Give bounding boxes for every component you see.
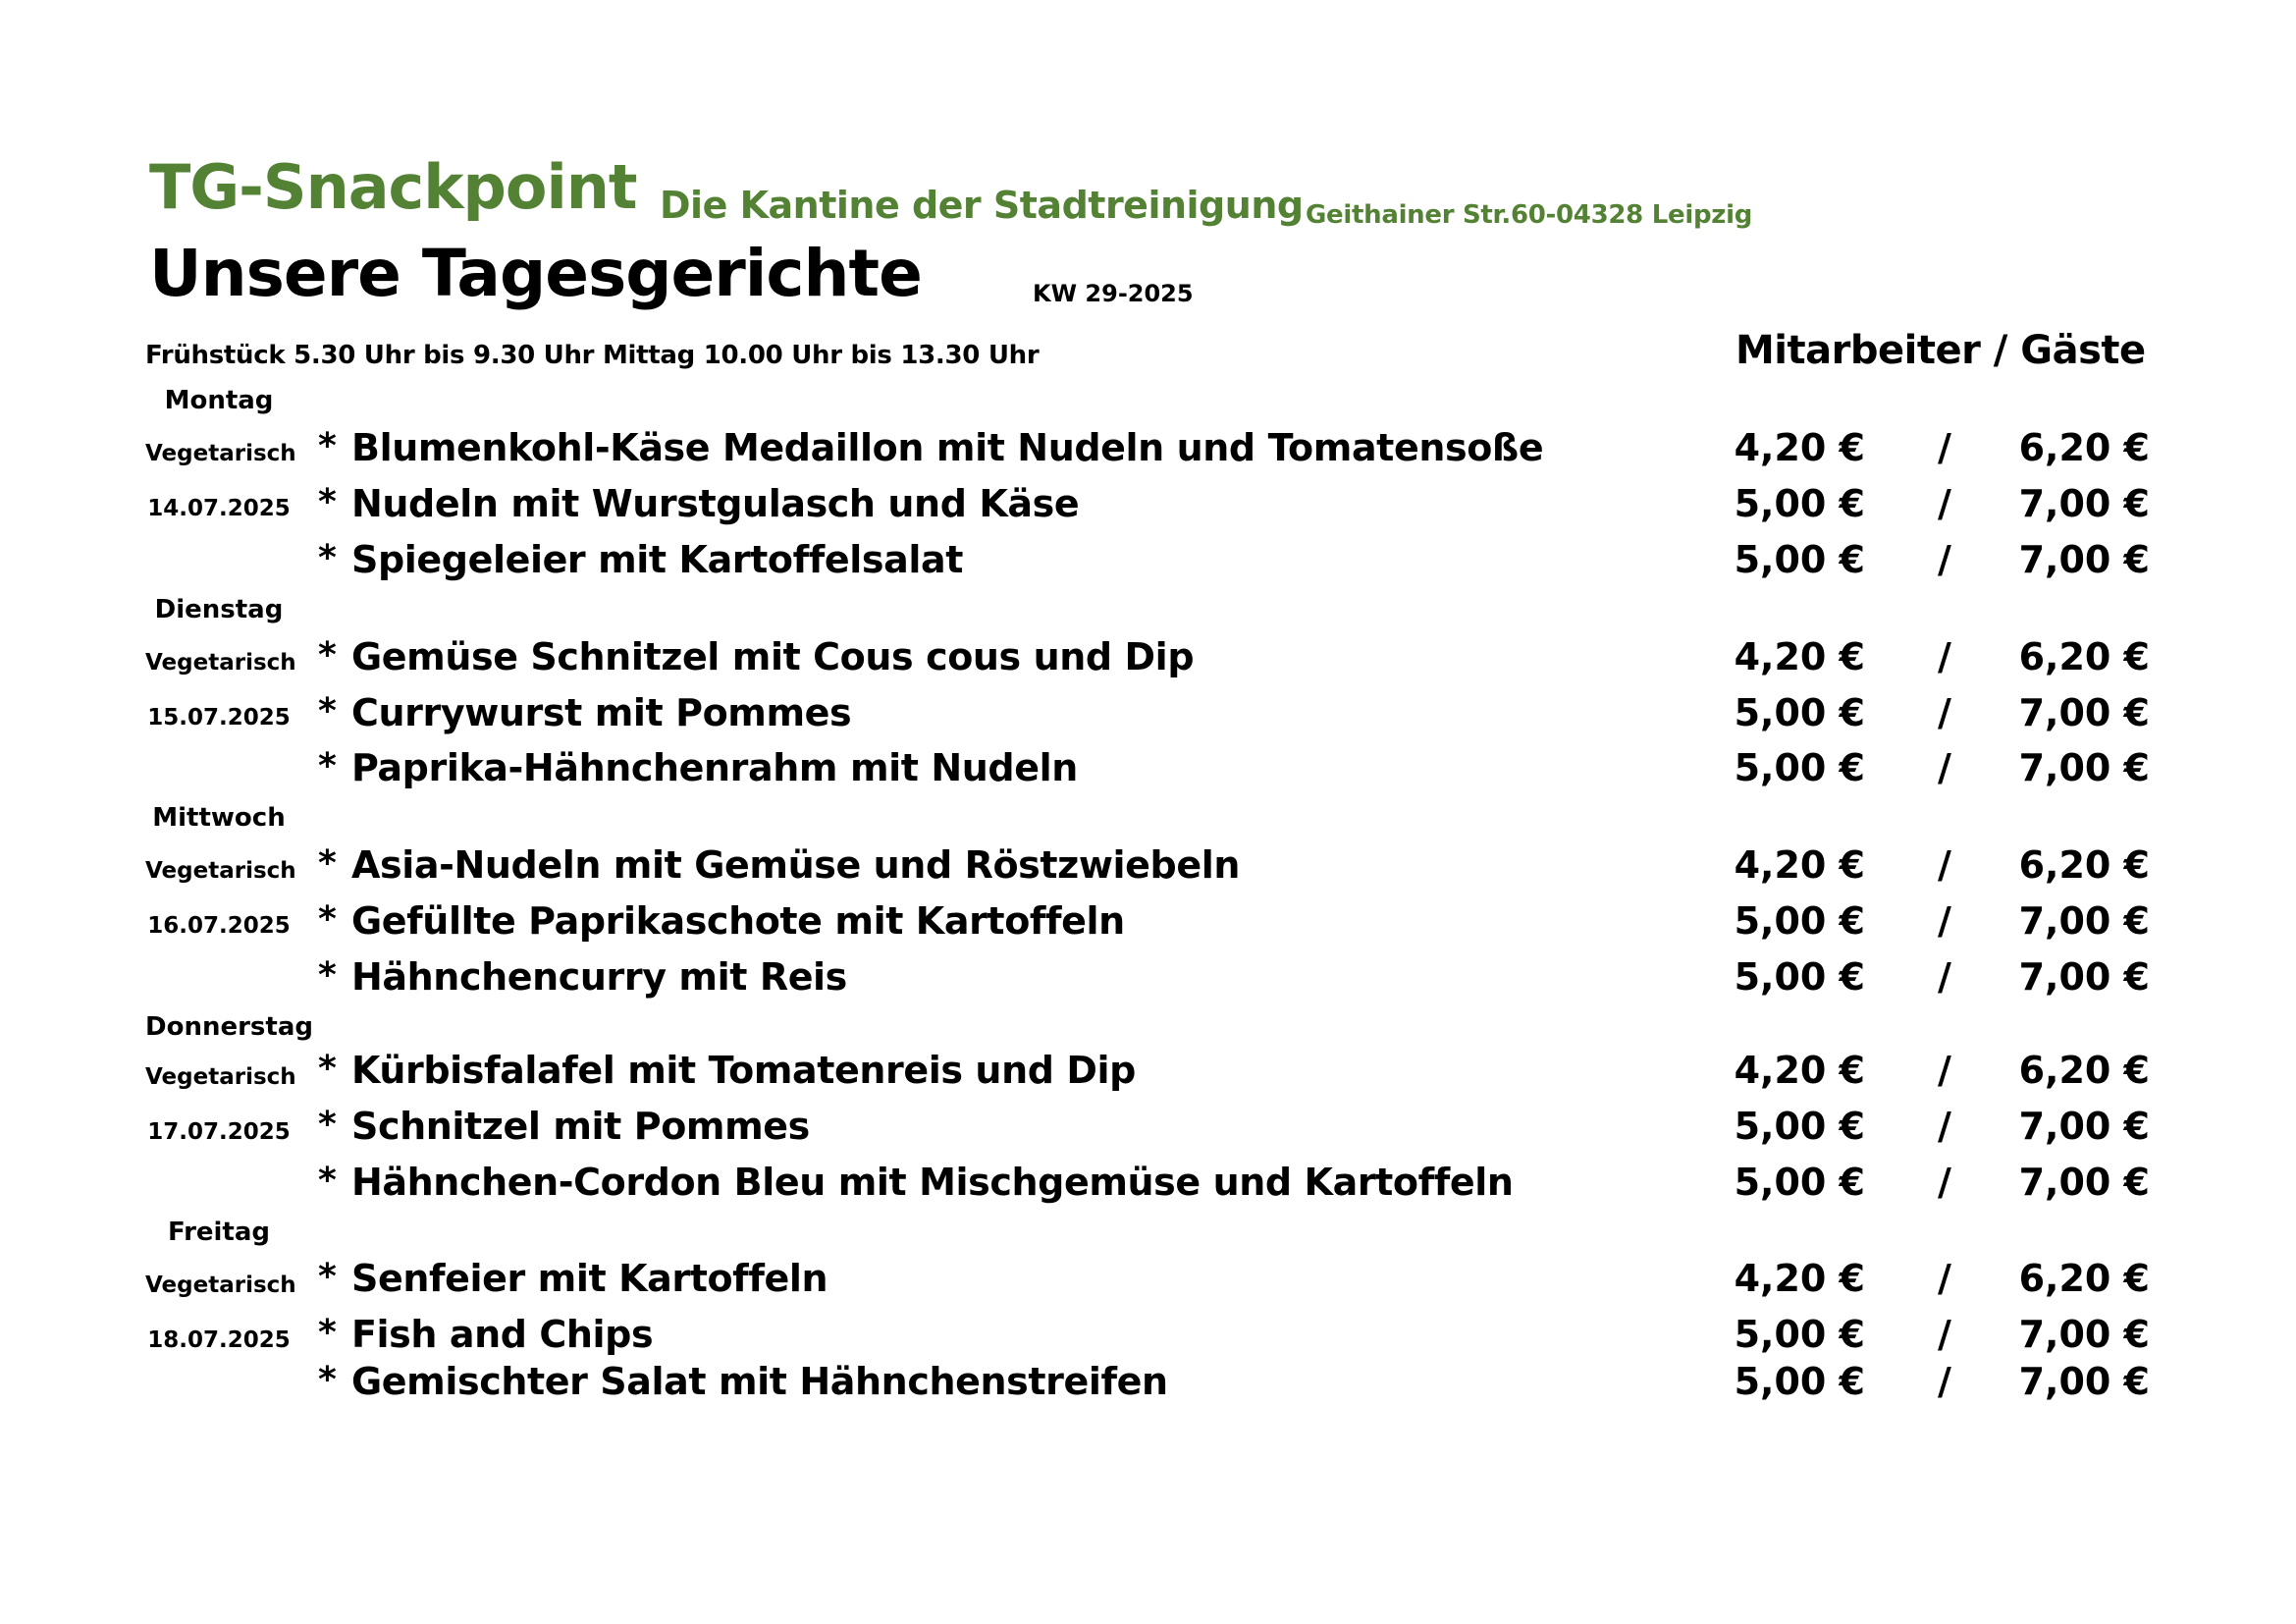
dish-name: Nudeln mit Wurstgulasch und Käse — [351, 482, 1080, 525]
day-vegetarian-label: Vegetarisch — [145, 441, 296, 466]
dish-bullet: * — [318, 426, 337, 466]
price-staff: 4,20 € — [1734, 635, 1865, 678]
day-date: 18.07.2025 — [147, 1327, 291, 1353]
dish-bullet: * — [318, 1161, 337, 1201]
price-guest: 6,20 € — [2018, 635, 2150, 678]
price-guest: 6,20 € — [2018, 1257, 2150, 1300]
dish-name: Currywurst mit Pommes — [351, 691, 852, 734]
day-vegetarian-label: Vegetarisch — [145, 1272, 296, 1298]
price-guest: 7,00 € — [2018, 1313, 2150, 1356]
price-separator: / — [1938, 746, 1951, 789]
dish-name: Blumenkohl-Käse Medaillon mit Nudeln und Tomatensoße — [351, 426, 1544, 469]
price-separator: / — [1938, 843, 1951, 887]
brand-address: Geithainer Str.60-04328 Leipzig — [1306, 200, 1753, 230]
price-separator: / — [1938, 1049, 1951, 1092]
price-separator: / — [1938, 538, 1951, 581]
day-name: Montag — [164, 386, 274, 415]
dish-bullet: * — [318, 482, 337, 522]
day-name: Mittwoch — [152, 803, 286, 833]
dish-bullet: * — [318, 635, 337, 676]
day-date: 16.07.2025 — [147, 913, 291, 939]
price-guest: 6,20 € — [2018, 426, 2150, 469]
price-staff: 5,00 € — [1734, 482, 1865, 525]
day-vegetarian-label: Vegetarisch — [145, 858, 296, 884]
price-separator: / — [1938, 482, 1951, 525]
price-staff: 5,00 € — [1734, 1360, 1865, 1403]
price-staff: 5,00 € — [1734, 1105, 1865, 1148]
dish-name: Schnitzel mit Pommes — [351, 1105, 810, 1148]
price-guest: 6,20 € — [2018, 843, 2150, 887]
price-separator: / — [1938, 426, 1951, 469]
opening-hours: Frühstück 5.30 Uhr bis 9.30 Uhr Mittag 10.00 Uhr bis 13.30 Uhr — [145, 341, 1040, 370]
price-column-header: Mitarbeiter / Gäste — [1735, 328, 2146, 373]
price-staff: 5,00 € — [1734, 955, 1865, 999]
dish-name: Gemüse Schnitzel mit Cous cous und Dip — [351, 635, 1195, 678]
dish-name: Hähnchencurry mit Reis — [351, 955, 847, 999]
price-guest: 7,00 € — [2018, 1105, 2150, 1148]
day-date: 17.07.2025 — [147, 1119, 291, 1145]
price-staff: 5,00 € — [1734, 691, 1865, 734]
price-guest: 7,00 € — [2018, 482, 2150, 525]
dish-name: Kürbisfalafel mit Tomatenreis und Dip — [351, 1049, 1136, 1092]
day-name: Donnerstag — [145, 1012, 313, 1042]
dish-name: Senfeier mit Kartoffeln — [351, 1257, 828, 1300]
price-separator: / — [1938, 1257, 1951, 1300]
calendar-week: KW 29-2025 — [1033, 280, 1194, 307]
price-staff: 4,20 € — [1734, 1049, 1865, 1092]
day-name: Freitag — [167, 1218, 271, 1247]
dish-bullet: * — [318, 1257, 337, 1297]
price-guest: 6,20 € — [2018, 1049, 2150, 1092]
dish-bullet: * — [318, 955, 337, 996]
dish-bullet: * — [318, 1049, 337, 1089]
page-title: Unsere Tagesgerichte — [149, 236, 922, 311]
price-staff: 5,00 € — [1734, 1161, 1865, 1204]
dish-name: Asia-Nudeln mit Gemüse und Röstzwiebeln — [351, 843, 1241, 887]
price-staff: 5,00 € — [1734, 1313, 1865, 1356]
price-separator: / — [1938, 691, 1951, 734]
price-guest: 7,00 € — [2018, 955, 2150, 999]
price-separator: / — [1938, 955, 1951, 999]
price-guest: 7,00 € — [2018, 746, 2150, 789]
price-separator: / — [1938, 635, 1951, 678]
price-guest: 7,00 € — [2018, 1161, 2150, 1204]
dish-bullet: * — [318, 746, 337, 786]
price-separator: / — [1938, 1360, 1951, 1403]
dish-bullet: * — [318, 899, 337, 940]
dish-bullet: * — [318, 538, 337, 578]
dish-bullet: * — [318, 691, 337, 731]
price-staff: 4,20 € — [1734, 1257, 1865, 1300]
dish-name: Fish and Chips — [351, 1313, 654, 1356]
price-staff: 4,20 € — [1734, 843, 1865, 887]
price-staff: 4,20 € — [1734, 426, 1865, 469]
day-date: 14.07.2025 — [147, 496, 291, 521]
brand-name: TG-Snackpoint — [149, 151, 637, 223]
dish-bullet: * — [318, 1360, 337, 1400]
price-staff: 5,00 € — [1734, 746, 1865, 789]
dish-name: Gemischter Salat mit Hähnchenstreifen — [351, 1360, 1168, 1403]
price-guest: 7,00 € — [2018, 1360, 2150, 1403]
day-name: Dienstag — [154, 595, 284, 624]
price-separator: / — [1938, 1161, 1951, 1204]
day-vegetarian-label: Vegetarisch — [145, 650, 296, 676]
price-staff: 5,00 € — [1734, 538, 1865, 581]
price-separator: / — [1938, 1313, 1951, 1356]
dish-name: Spiegeleier mit Kartoffelsalat — [351, 538, 963, 581]
price-guest: 7,00 € — [2018, 538, 2150, 581]
brand-subtitle: Die Kantine der Stadtreinigung — [660, 184, 1304, 227]
dish-name: Paprika-Hähnchenrahm mit Nudeln — [351, 746, 1078, 789]
dish-bullet: * — [318, 1313, 337, 1353]
day-date: 15.07.2025 — [147, 705, 291, 731]
day-vegetarian-label: Vegetarisch — [145, 1064, 296, 1090]
price-separator: / — [1938, 899, 1951, 943]
price-guest: 7,00 € — [2018, 899, 2150, 943]
price-separator: / — [1938, 1105, 1951, 1148]
dish-name: Hähnchen-Cordon Bleu mit Mischgemüse und Kartoffeln — [351, 1161, 1514, 1204]
dish-bullet: * — [318, 1105, 337, 1145]
price-staff: 5,00 € — [1734, 899, 1865, 943]
dish-name: Gefüllte Paprikaschote mit Kartoffeln — [351, 899, 1125, 943]
price-guest: 7,00 € — [2018, 691, 2150, 734]
dish-bullet: * — [318, 843, 337, 884]
